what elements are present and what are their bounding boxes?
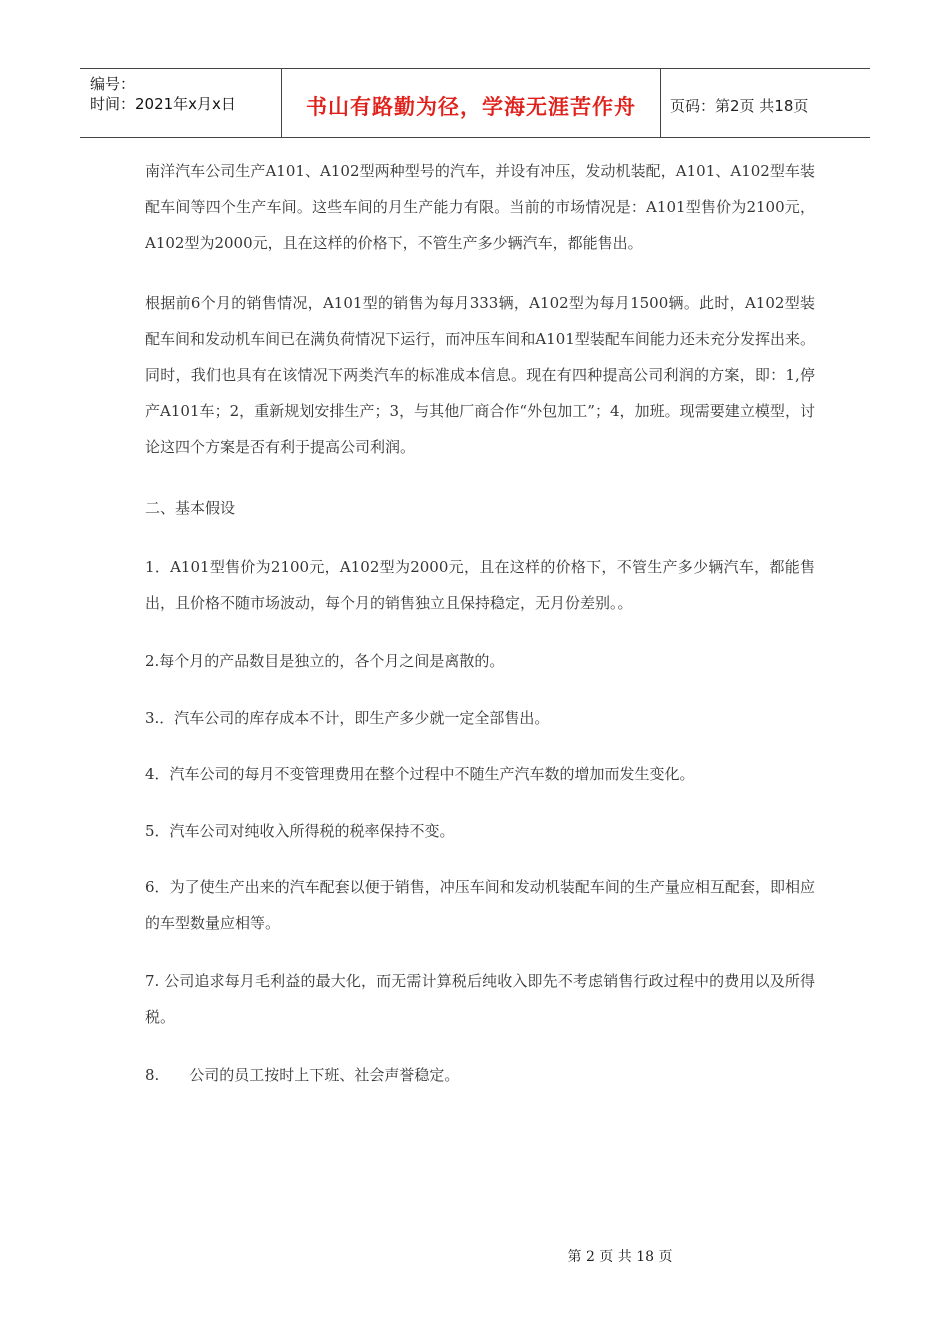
assumption-5: 5．汽车公司对纯收入所得税的税率保持不变。 [145,822,455,840]
header-meta [80,69,280,137]
header-motto-cell [281,69,661,137]
time-label: 时间：2021年x月x日 [90,95,236,113]
assumption-2: 2.每个月的产品数目是独立的，各个月之间是离散的。 [145,652,505,670]
header-page-cell [664,69,876,137]
assumption-4: 4．汽车公司的每月不变管理费用在整个过程中不随生产汽车数的增加而发生变化。 [145,765,695,783]
assumption-6: 6．为了使生产出来的汽车配套以便于销售，冲压车间和发动机装配车间的生产量应相互配套，即相应的车型数量应相等。 [145,878,815,932]
assumption-3: 3.．汽车公司的库存成本不计，即生产多少就一定全部售出。 [145,709,550,727]
header-motto: 书山有路勤为径，学海无涯苦作舟 [306,95,636,119]
intro-paragraph-2: 根据前6个月的销售情况，A101型的销售为每月333辆，A102型为每月1500辆。此时，A102型装配车间和发动机车间已在满负荷情况下运行，而冲压车间和A101型装配车间能力还未充分发挥出来。同时，我们也具有在该情况下两类汽车的标准成本信息。现在有四种提高公司利润的方案，即：1,停产A101车；2，重新规划安排生产；3，与其他厂商合作“外包加工”；4，加班。现需要建立模型，讨论这四个方案是否有利于提高公司利润。 [145,294,815,456]
assumption-1: 1．A101型售价为2100元，A102型为2000元，且在这样的价格下，不管生产多少辆汽车，都能售出，且价格不随市场波动，每个月的销售独立且保持稳定，无月份差别。。 [145,558,815,612]
assumption-8: 8. 公司的员工按时上下班、社会声誉稳定。 [145,1066,460,1084]
page-header [80,68,870,138]
page-footer [0,1246,950,1266]
assumption-7: 7. 公司追求每月毛利益的最大化，而无需计算税后纯收入即先不考虑销售行政过程中的费用以及所得税。 [145,972,815,1026]
section-heading-assumptions: 二、基本假设 [145,499,236,517]
intro-paragraph-1: 南洋汽车公司生产A101、A102型两种型号的汽车，并设有冲压，发动机装配，A101、A102型车装配车间等四个生产车间。这些车间的月生产能力有限。当前的市场情况是：A101型售价为2100元，A102型为2000元，且在这样的价格下，不管生产多少辆汽车，都能售出。 [145,162,815,252]
header-page-info: 页码：第2页 共18页 [670,96,809,115]
number-label: 编号： [90,75,136,93]
footer-page-number: 第 2 页 共 18 页 [567,1249,673,1265]
